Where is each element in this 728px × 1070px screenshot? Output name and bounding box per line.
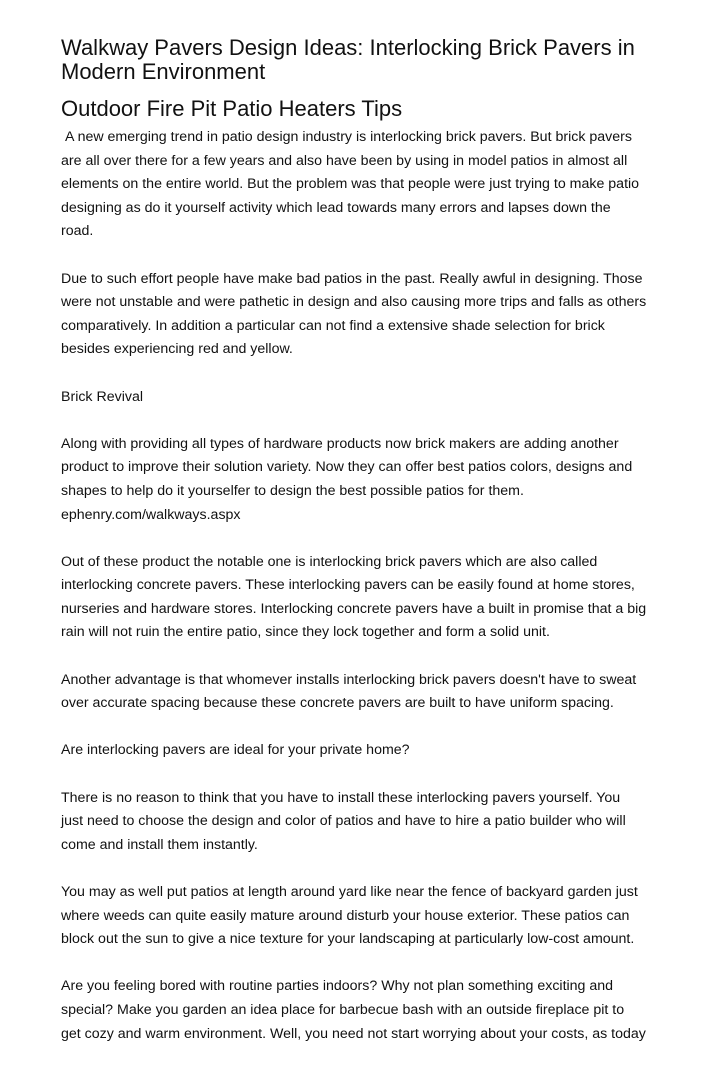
text-line: where weeds can quite easily mature around disturb your house exterior. These patios can <box>61 907 630 924</box>
document-page <box>61 36 681 1070</box>
paragraph <box>61 787 681 858</box>
text-line: come and install them instantly. <box>61 836 258 853</box>
paragraph <box>61 739 681 763</box>
text-line: Along with providing all types of hardware products now brick makers are adding another <box>61 435 619 452</box>
text-line: comparatively. In addition a particular can not find a extensive shade selection for brick <box>61 317 605 334</box>
text-line: just need to choose the design and color of patios and have to hire a patio builder who will <box>61 813 626 830</box>
document-title: Walkway Pavers Design Ideas: Interlocking Brick Pavers in Modern Environment <box>61 35 635 84</box>
paragraph <box>61 433 681 527</box>
text-line: Due to such effort people have make bad patios in the past. Really awful in designing. Those <box>61 270 643 287</box>
text-line: special? Make you garden an idea place for barbecue bash with an outside fireplace pit to <box>61 1001 625 1018</box>
text-line: You may as well put patios at length around yard like near the fence of backyard garden just <box>61 884 638 900</box>
paragraph <box>61 268 681 362</box>
text-line: are all over there for a few years and also have been by using in model patios in almost all <box>61 152 628 169</box>
text-line: Are interlocking pavers are ideal for your private home? <box>61 742 410 759</box>
text-line: interlocking concrete pavers. These interlocking pavers can be easily found at home stores, <box>61 577 635 594</box>
text-line: Brick Revival <box>61 388 143 405</box>
paragraph <box>61 126 681 244</box>
text-line: block out the sun to give a nice texture for your landscaping at particularly low-cost amount. <box>61 931 635 948</box>
paragraph <box>61 881 681 952</box>
document-body <box>61 126 681 1046</box>
text-line: There is no reason to think that you have to install these interlocking pavers yourself. You <box>61 789 621 806</box>
text-line: over accurate spacing because these concrete pavers are built to have uniform spacing. <box>61 695 614 712</box>
text-line: road. <box>61 223 94 240</box>
text-line: designing as do it yourself activity which lead towards many errors and lapses down the <box>61 199 611 216</box>
document-subtitle: Outdoor Fire Pit Patio Heaters Tips <box>61 96 403 121</box>
paragraph <box>61 386 681 410</box>
text-line: shapes to help do it yourselfer to design the best possible patios for them. <box>61 482 524 499</box>
text-line: elements on the entire world. But the problem was that people were just trying to make patio <box>61 176 640 193</box>
text-line: product to improve their solution variety. Now they can offer best patios colors, designs and <box>61 459 633 476</box>
text-line: get cozy and warm environment. Well, you need not start worrying about your costs, as today <box>61 1025 646 1042</box>
text-line: ephenry.com/walkways.aspx <box>61 506 241 523</box>
text-line: nurseries and hardware stores. Interlocking concrete pavers have a built in promise that a big <box>61 600 647 617</box>
text-line: Out of these product the notable one is interlocking brick pavers which are also called <box>61 553 598 570</box>
text-line: rain will not ruin the entire patio, since they lock together and form a solid unit. <box>61 624 550 641</box>
text-line: besides experiencing red and yellow. <box>61 341 293 358</box>
text-line: Another advantage is that whomever installs interlocking brick pavers doesn't have to sweat <box>61 671 637 688</box>
text-line: Are you feeling bored with routine parties indoors? Why not plan something exciting and <box>61 978 614 995</box>
paragraph <box>61 551 681 645</box>
text-line: A new emerging trend in patio design industry is interlocking brick pavers. But brick pavers <box>61 129 632 145</box>
paragraph <box>61 669 681 716</box>
paragraph <box>61 975 681 1046</box>
text-line: were not unstable and were pathetic in design and also causing more trips and falls as others <box>61 294 647 311</box>
